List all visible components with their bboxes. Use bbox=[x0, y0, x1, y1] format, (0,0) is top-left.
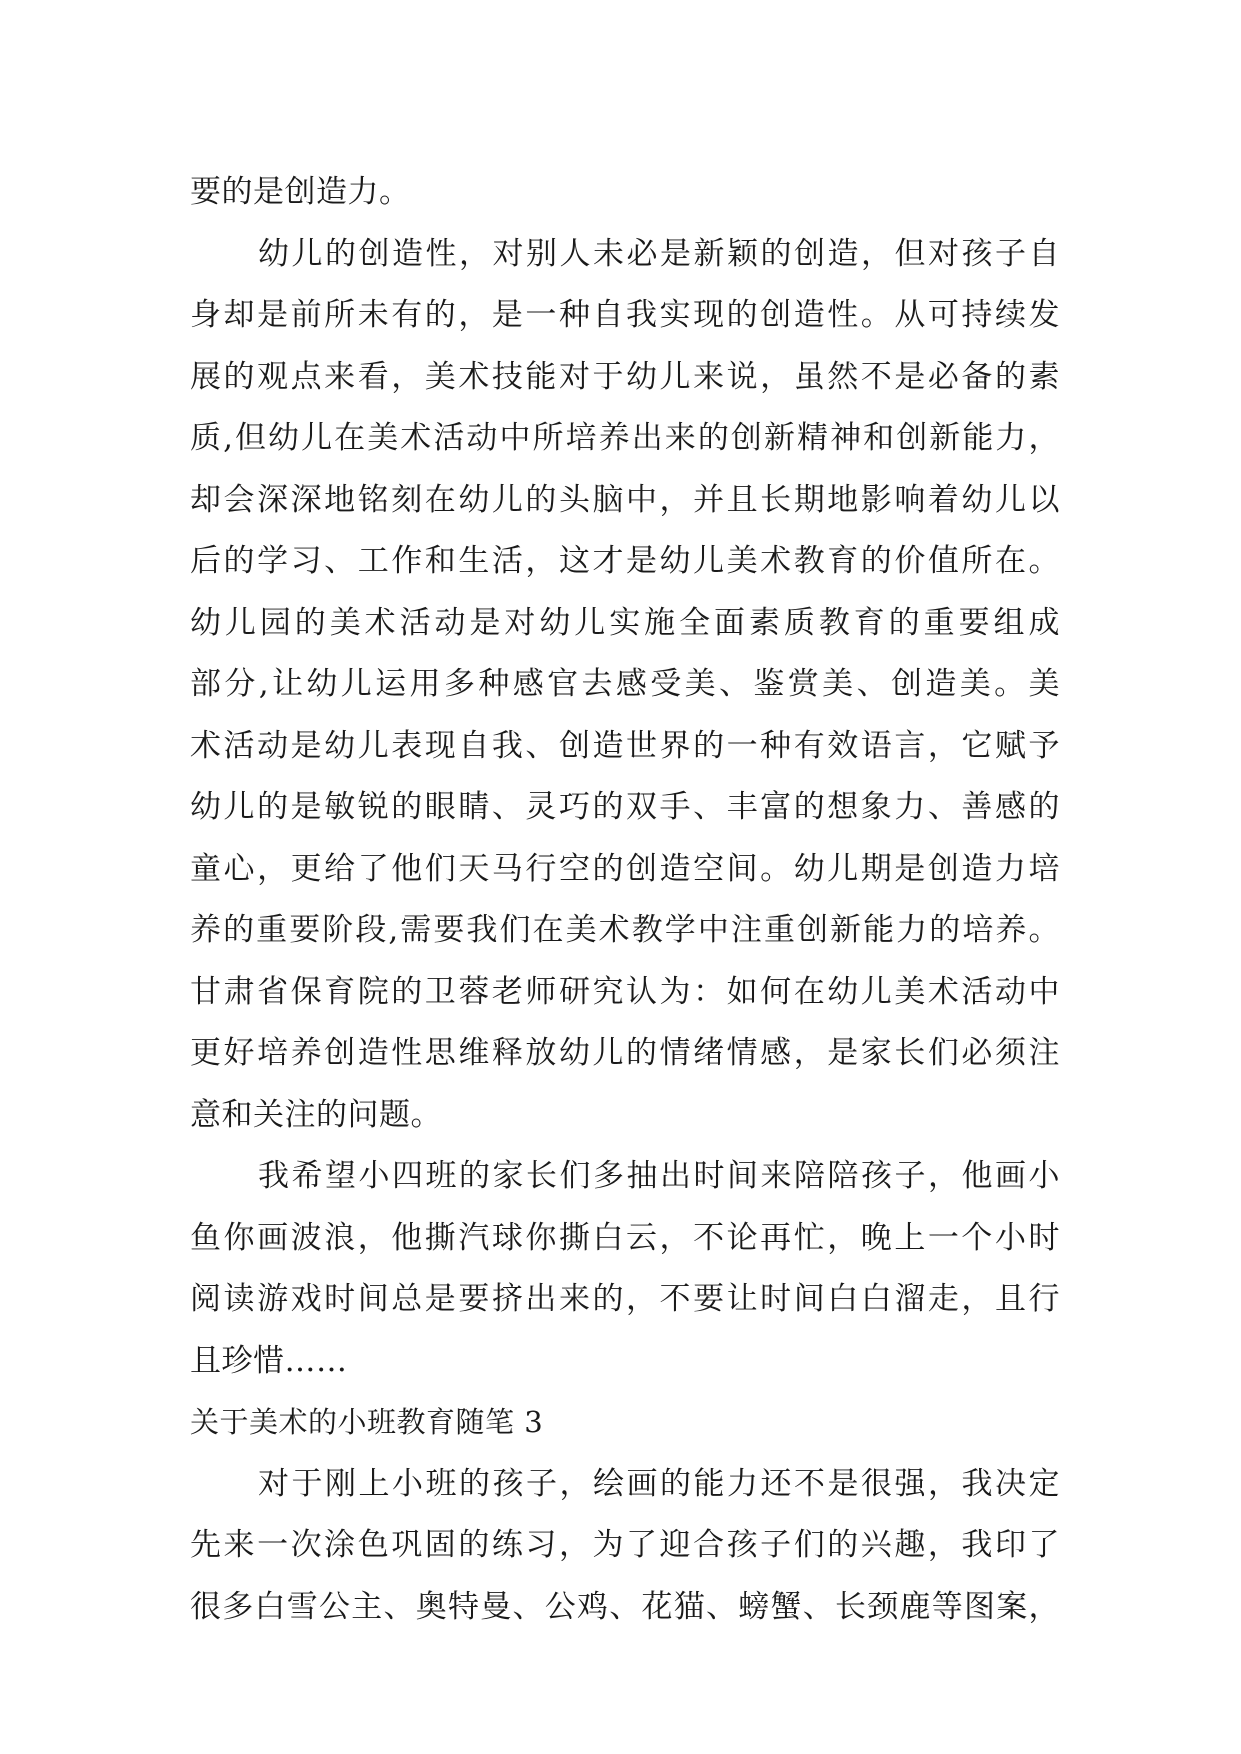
paragraph-line: 甘肃省保育院的卫蓉老师研究认为：如何在幼儿美术活动中 bbox=[190, 973, 1060, 1010]
paragraph-line: 质,但幼儿在美术活动中所培养出来的创新精神和创新能力， bbox=[190, 420, 1060, 456]
paragraph-line: 部分,让幼儿运用多种感官去感受美、鉴赏美、创造美。美 bbox=[190, 666, 1060, 702]
paragraph-line: 幼儿的创造性，对别人未必是新颖的创造，但对孩子自 bbox=[258, 235, 1060, 272]
paragraph-line: 意和关注的问题。 bbox=[190, 1096, 442, 1133]
paragraph-line: 对于刚上小班的孩子，绘画的能力还不是很强，我决定 bbox=[258, 1465, 1060, 1502]
paragraph-line: 养的重要阶段,需要我们在美术教学中注重创新能力的培养。 bbox=[190, 912, 1060, 948]
paragraph-line: 却会深深地铭刻在幼儿的头脑中，并且长期地影响着幼儿以 bbox=[190, 481, 1060, 518]
paragraph-line: 阅读游戏时间总是要挤出来的，不要让时间白白溜走，且行 bbox=[190, 1281, 1060, 1317]
paragraph-line: 我希望小四班的家长们多抽出时间来陪陪孩子，他画小 bbox=[258, 1158, 1060, 1194]
paragraph-line: 先来一次涂色巩固的练习，为了迎合孩子们的兴趣，我印了 bbox=[190, 1527, 1060, 1563]
paragraph-line: 且珍惜…… bbox=[190, 1342, 348, 1379]
paragraph-line: 很多白雪公主、奥特曼、公鸡、花猫、螃蟹、长颈鹿等图案， bbox=[190, 1588, 1060, 1625]
paragraph-line: 童心，更给了他们天马行空的创造空间。幼儿期是创造力培 bbox=[190, 850, 1060, 887]
section-heading: 关于美术的小班教育随笔 3 bbox=[190, 1405, 544, 1439]
paragraph-line: 鱼你画波浪，他撕汽球你撕白云，不论再忙，晚上一个小时 bbox=[190, 1219, 1060, 1256]
paragraph-line: 幼儿园的美术活动是对幼儿实施全面素质教育的重要组成 bbox=[190, 604, 1060, 641]
paragraph-line: 术活动是幼儿表现自我、创造世界的一种有效语言，它赋予 bbox=[190, 727, 1060, 764]
paragraph-line: 身却是前所未有的，是一种自我实现的创造性。从可持续发 bbox=[190, 297, 1060, 333]
document-body bbox=[190, 162, 1060, 1638]
paragraph-line: 后的学习、工作和生活，这才是幼儿美术教育的价值所在。 bbox=[190, 543, 1060, 579]
paragraph-line: 幼儿的是敏锐的眼睛、灵巧的双手、丰富的想象力、善感的 bbox=[190, 789, 1060, 825]
paragraph-line: 要的是创造力。 bbox=[190, 174, 411, 210]
paragraph-line: 展的观点来看，美术技能对于幼儿来说，虽然不是必备的素 bbox=[190, 358, 1060, 395]
paragraph-line: 更好培养创造性思维释放幼儿的情绪情感，是家长们必须注 bbox=[190, 1035, 1060, 1071]
